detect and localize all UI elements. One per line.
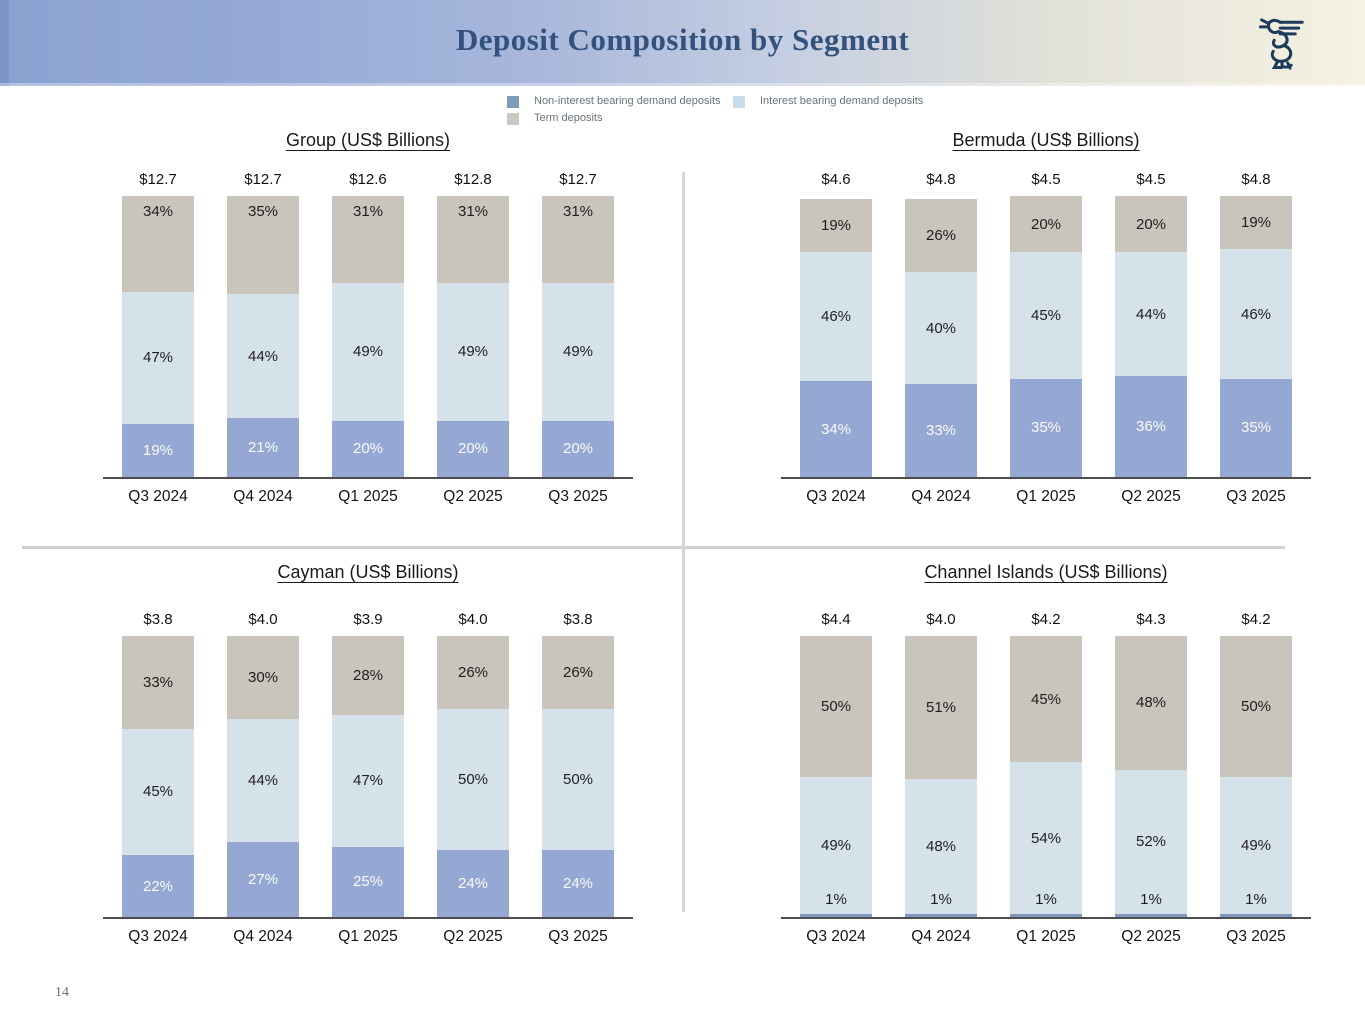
- segment-label: 48%: [1135, 694, 1167, 712]
- segment-label: 33%: [142, 673, 174, 691]
- bar-q3-2025: [542, 611, 614, 945]
- segment-label: 31%: [562, 203, 594, 221]
- legend-swatch-interest-icon: [733, 96, 745, 108]
- chart-title-text: Channel Islands (US$ Billions): [924, 562, 1168, 582]
- x-axis-label: Q1 2025: [338, 488, 398, 505]
- x-axis-label: Q4 2024: [911, 488, 971, 505]
- segment-label: 19%: [820, 217, 852, 235]
- bar-total-label: $12.6: [349, 171, 387, 188]
- segment-label: 52%: [1135, 833, 1167, 851]
- segment-label: 26%: [457, 664, 489, 682]
- bar-segment-interest-bearing: [542, 709, 614, 850]
- bar-segment-non-interest-bearing: [1220, 379, 1292, 477]
- segment-label: 20%: [1030, 215, 1062, 233]
- legend-swatch-term-icon: [507, 113, 519, 125]
- bar-q3-2024: [800, 611, 872, 945]
- bar-total-label: $4.0: [926, 611, 956, 628]
- bar-segment-non-interest-bearing: [800, 914, 872, 917]
- bar-segment-non-interest-bearing: [227, 842, 299, 917]
- bar-total-label: $4.2: [1241, 611, 1271, 628]
- segment-label: 49%: [352, 343, 384, 361]
- x-axis-label: Q3 2025: [1226, 928, 1286, 945]
- chart-title: [58, 130, 678, 151]
- x-axis-label: Q3 2024: [128, 928, 188, 945]
- bar-segment-term-deposits: [332, 636, 404, 715]
- bar-q4-2024: [227, 611, 299, 945]
- bar-total-label: $4.5: [1136, 171, 1166, 188]
- x-axis-label: Q3 2025: [548, 928, 608, 945]
- segment-label: 21%: [247, 439, 279, 456]
- bar-segment-term-deposits: [227, 196, 299, 294]
- chart-channel-islands-us-billions: [736, 558, 1356, 968]
- segment-label: 45%: [142, 783, 174, 801]
- segment-label: 44%: [247, 347, 279, 365]
- bar-segment-term-deposits: [437, 196, 509, 283]
- bar-segment-interest-bearing: [800, 252, 872, 381]
- chart-title: [736, 562, 1356, 583]
- segment-label: 49%: [820, 836, 852, 854]
- bar-total-label: $12.7: [139, 171, 177, 188]
- segment-label: 49%: [1240, 836, 1272, 854]
- bar-segment-interest-bearing: [1010, 252, 1082, 378]
- segment-label: 20%: [1135, 215, 1167, 233]
- x-axis-label: Q1 2025: [1016, 488, 1076, 505]
- legend-swatch-non-interest-icon: [507, 96, 519, 108]
- bar-segment-non-interest-bearing: [332, 421, 404, 477]
- segment-label-outside: 1%: [1035, 891, 1057, 908]
- segment-label: 50%: [562, 770, 594, 788]
- butterfield-dragon-logo: [1251, 13, 1307, 71]
- segment-label: 33%: [925, 422, 957, 440]
- chart-bermuda-us-billions: [736, 126, 1356, 536]
- bar-stack: [800, 196, 872, 477]
- bar-q3-2025: [542, 171, 614, 505]
- bar-segment-interest-bearing: [332, 283, 404, 421]
- bar-segment-non-interest-bearing: [227, 418, 299, 477]
- bar-stack: [332, 636, 404, 917]
- bar-segment-non-interest-bearing: [542, 850, 614, 917]
- segment-label: 44%: [247, 772, 279, 790]
- segment-label: 26%: [925, 226, 957, 244]
- chart-title: [58, 562, 678, 583]
- bar-segment-interest-bearing: [437, 709, 509, 850]
- bar-total-label: $4.8: [1241, 171, 1271, 188]
- segment-label: 50%: [457, 770, 489, 788]
- bar-total-label: $12.7: [244, 171, 282, 188]
- bar-total-label: $4.0: [458, 611, 488, 628]
- segment-label: 49%: [457, 343, 489, 361]
- bar-segment-non-interest-bearing: [122, 424, 194, 477]
- bar-segment-non-interest-bearing: [1010, 379, 1082, 477]
- bar-stack: [227, 196, 299, 477]
- bar-q3-2025: [1220, 171, 1292, 505]
- bar-total-label: $4.8: [926, 171, 956, 188]
- bar-q2-2025: [1115, 611, 1187, 945]
- bar-segment-non-interest-bearing: [905, 384, 977, 477]
- segment-label: 46%: [820, 308, 852, 326]
- bar-stack: [227, 636, 299, 917]
- legend-item-interest: [733, 95, 923, 108]
- bar-segment-non-interest-bearing: [800, 381, 872, 477]
- bar-total-label: $12.7: [559, 171, 597, 188]
- bar-segment-interest-bearing: [542, 283, 614, 421]
- bar-segment-term-deposits: [1010, 636, 1082, 762]
- segment-label: 31%: [457, 203, 489, 221]
- bar-stack: [542, 636, 614, 917]
- segment-label-outside: 1%: [1245, 891, 1267, 908]
- bar-segment-non-interest-bearing: [437, 421, 509, 477]
- segment-label: 36%: [1135, 417, 1167, 435]
- bar-segment-term-deposits: [437, 636, 509, 709]
- x-axis-label: Q3 2025: [1226, 488, 1286, 505]
- bar-q2-2025: [437, 611, 509, 945]
- bar-stack: [905, 196, 977, 477]
- bar-q2-2025: [1115, 171, 1187, 505]
- bar-segment-non-interest-bearing: [1010, 914, 1082, 917]
- bar-segment-non-interest-bearing: [542, 421, 614, 477]
- segment-label: 20%: [562, 440, 594, 458]
- bar-segment-interest-bearing: [905, 272, 977, 384]
- x-axis-label: Q4 2024: [233, 928, 293, 945]
- vertical-divider: [682, 172, 685, 912]
- bar-total-label: $12.8: [454, 171, 492, 188]
- horizontal-divider: [22, 546, 1285, 549]
- bar-segment-interest-bearing: [437, 283, 509, 421]
- segment-label: 20%: [457, 440, 489, 458]
- segment-label: 35%: [1030, 419, 1062, 437]
- legend-item-non-interest: [507, 95, 733, 108]
- segment-label: 24%: [562, 874, 594, 892]
- chart-title: [736, 130, 1356, 151]
- x-axis-label: Q2 2025: [443, 928, 503, 945]
- page-title: Deposit Composition by Segment: [455, 22, 910, 57]
- segment-label: 50%: [1240, 697, 1272, 715]
- x-axis-label: Q3 2025: [548, 488, 608, 505]
- x-axis-label: Q3 2024: [806, 928, 866, 945]
- legend-item-term: [507, 112, 733, 125]
- bar-segment-term-deposits: [542, 196, 614, 283]
- bar-stack: [800, 636, 872, 917]
- bar-segment-term-deposits: [227, 636, 299, 719]
- bar-segment-non-interest-bearing: [437, 850, 509, 917]
- bar-q3-2024: [122, 611, 194, 945]
- x-axis-label: Q2 2025: [443, 488, 503, 505]
- segment-label: 35%: [247, 203, 279, 221]
- bar-q1-2025: [332, 171, 404, 505]
- bar-q2-2025: [437, 171, 509, 505]
- bar-total-label: $4.0: [248, 611, 278, 628]
- segment-label: 34%: [142, 203, 174, 221]
- segment-label: 40%: [925, 319, 957, 337]
- segment-label: 35%: [1240, 419, 1272, 437]
- x-axis-label: Q4 2024: [233, 488, 293, 505]
- segment-label: 22%: [142, 877, 174, 895]
- x-axis-label: Q3 2024: [128, 488, 188, 505]
- segment-label: 31%: [352, 203, 384, 221]
- bar-stack: [437, 196, 509, 477]
- segment-label: 19%: [142, 441, 174, 459]
- bar-total-label: $4.6: [821, 171, 851, 188]
- plot-area: [781, 611, 1311, 945]
- bar-segment-interest-bearing: [122, 729, 194, 855]
- bar-stack: [122, 636, 194, 917]
- segment-label: 49%: [562, 343, 594, 361]
- segment-label: 19%: [1240, 214, 1272, 232]
- bar-segment-term-deposits: [800, 636, 872, 777]
- bar-segment-term-deposits: [122, 196, 194, 292]
- bar-total-label: $3.8: [563, 611, 593, 628]
- segment-label: 30%: [247, 669, 279, 687]
- plot-area: [781, 171, 1311, 505]
- bar-stack: [1220, 636, 1292, 917]
- x-axis-label: Q2 2025: [1121, 928, 1181, 945]
- bar-segment-term-deposits: [1115, 636, 1187, 770]
- bar-segment-non-interest-bearing: [905, 914, 977, 917]
- bar-segment-interest-bearing: [227, 294, 299, 418]
- bar-stack: [542, 196, 614, 477]
- bar-stack: [122, 196, 194, 477]
- bar-q1-2025: [1010, 171, 1082, 505]
- bar-segment-non-interest-bearing: [122, 855, 194, 917]
- segment-label: 46%: [1240, 305, 1272, 323]
- chart-title-text: Bermuda (US$ Billions): [952, 130, 1140, 150]
- bar-total-label: $4.3: [1136, 611, 1166, 628]
- bar-q1-2025: [332, 611, 404, 945]
- bar-q4-2024: [227, 171, 299, 505]
- segment-label: 25%: [352, 873, 384, 891]
- bar-q4-2024: [905, 611, 977, 945]
- bar-segment-non-interest-bearing: [1115, 376, 1187, 477]
- segment-label: 47%: [142, 349, 174, 367]
- bar-segment-non-interest-bearing: [332, 847, 404, 917]
- segment-label: 44%: [1135, 305, 1167, 323]
- bar-segment-non-interest-bearing: [1220, 914, 1292, 917]
- bar-total-label: $4.2: [1031, 611, 1061, 628]
- x-axis-label: Q4 2024: [911, 928, 971, 945]
- segment-label: 34%: [820, 420, 852, 438]
- bar-segment-non-interest-bearing: [1115, 914, 1187, 917]
- bar-segment-interest-bearing: [332, 715, 404, 847]
- slide-header: [0, 0, 1365, 86]
- bar-stack: [1115, 196, 1187, 477]
- bar-segment-term-deposits: [122, 636, 194, 729]
- bar-stack: [1115, 636, 1187, 917]
- plot-area: [103, 611, 633, 945]
- segment-label: 54%: [1030, 829, 1062, 847]
- legend-label-interest: Interest bearing demand deposits: [760, 95, 924, 107]
- segment-label: 47%: [352, 772, 384, 790]
- segment-label: 20%: [352, 440, 384, 458]
- bar-segment-interest-bearing: [1220, 249, 1292, 378]
- legend-label-term: Term deposits: [534, 112, 603, 124]
- segment-label: 26%: [562, 664, 594, 682]
- bar-stack: [332, 196, 404, 477]
- bar-total-label: $3.9: [353, 611, 383, 628]
- segment-label-outside: 1%: [1140, 891, 1162, 908]
- bar-stack: [1010, 196, 1082, 477]
- bar-stack: [905, 636, 977, 917]
- chart-cayman-us-billions: [58, 558, 678, 968]
- chart-legend: [507, 95, 923, 125]
- segment-label: 48%: [925, 838, 957, 856]
- bar-total-label: $3.8: [143, 611, 173, 628]
- segment-label: 45%: [1030, 306, 1062, 324]
- bar-total-label: $4.5: [1031, 171, 1061, 188]
- chart-title-text: Group (US$ Billions): [285, 130, 451, 150]
- plot-area: [103, 171, 633, 505]
- page-number: 14: [55, 985, 69, 1000]
- bar-segment-interest-bearing: [122, 292, 194, 424]
- bar-segment-interest-bearing: [1115, 252, 1187, 376]
- segment-label-outside: 1%: [825, 891, 847, 908]
- bar-segment-interest-bearing: [227, 719, 299, 841]
- segment-label: 45%: [1030, 690, 1062, 708]
- bar-segment-term-deposits: [905, 199, 977, 272]
- bar-q1-2025: [1010, 611, 1082, 945]
- bar-q3-2024: [800, 171, 872, 505]
- segment-label: 51%: [925, 699, 957, 717]
- segment-label-outside: 1%: [930, 891, 952, 908]
- bar-segment-term-deposits: [332, 196, 404, 283]
- x-axis-label: Q3 2024: [806, 488, 866, 505]
- bar-segment-term-deposits: [542, 636, 614, 709]
- segment-label: 50%: [820, 697, 852, 715]
- x-axis-label: Q1 2025: [1016, 928, 1076, 945]
- bar-stack: [437, 636, 509, 917]
- x-axis-label: Q1 2025: [338, 928, 398, 945]
- bar-segment-term-deposits: [1010, 196, 1082, 252]
- bar-stack: [1220, 196, 1292, 477]
- bar-q3-2025: [1220, 611, 1292, 945]
- chart-title-text: Cayman (US$ Billions): [277, 562, 459, 582]
- chart-group-us-billions: [58, 126, 678, 536]
- segment-label: 27%: [247, 870, 279, 888]
- bar-total-label: $4.4: [821, 611, 851, 628]
- bar-segment-term-deposits: [1220, 196, 1292, 249]
- segment-label: 24%: [457, 874, 489, 892]
- bar-segment-term-deposits: [800, 199, 872, 252]
- bar-q4-2024: [905, 171, 977, 505]
- segment-label: 28%: [352, 666, 384, 684]
- bar-q3-2024: [122, 171, 194, 505]
- x-axis-label: Q2 2025: [1121, 488, 1181, 505]
- bar-stack: [1010, 636, 1082, 917]
- bar-segment-term-deposits: [1220, 636, 1292, 777]
- legend-label-non-interest: Non-interest bearing demand deposits: [534, 95, 721, 107]
- bar-segment-term-deposits: [905, 636, 977, 779]
- bar-segment-term-deposits: [1115, 196, 1187, 252]
